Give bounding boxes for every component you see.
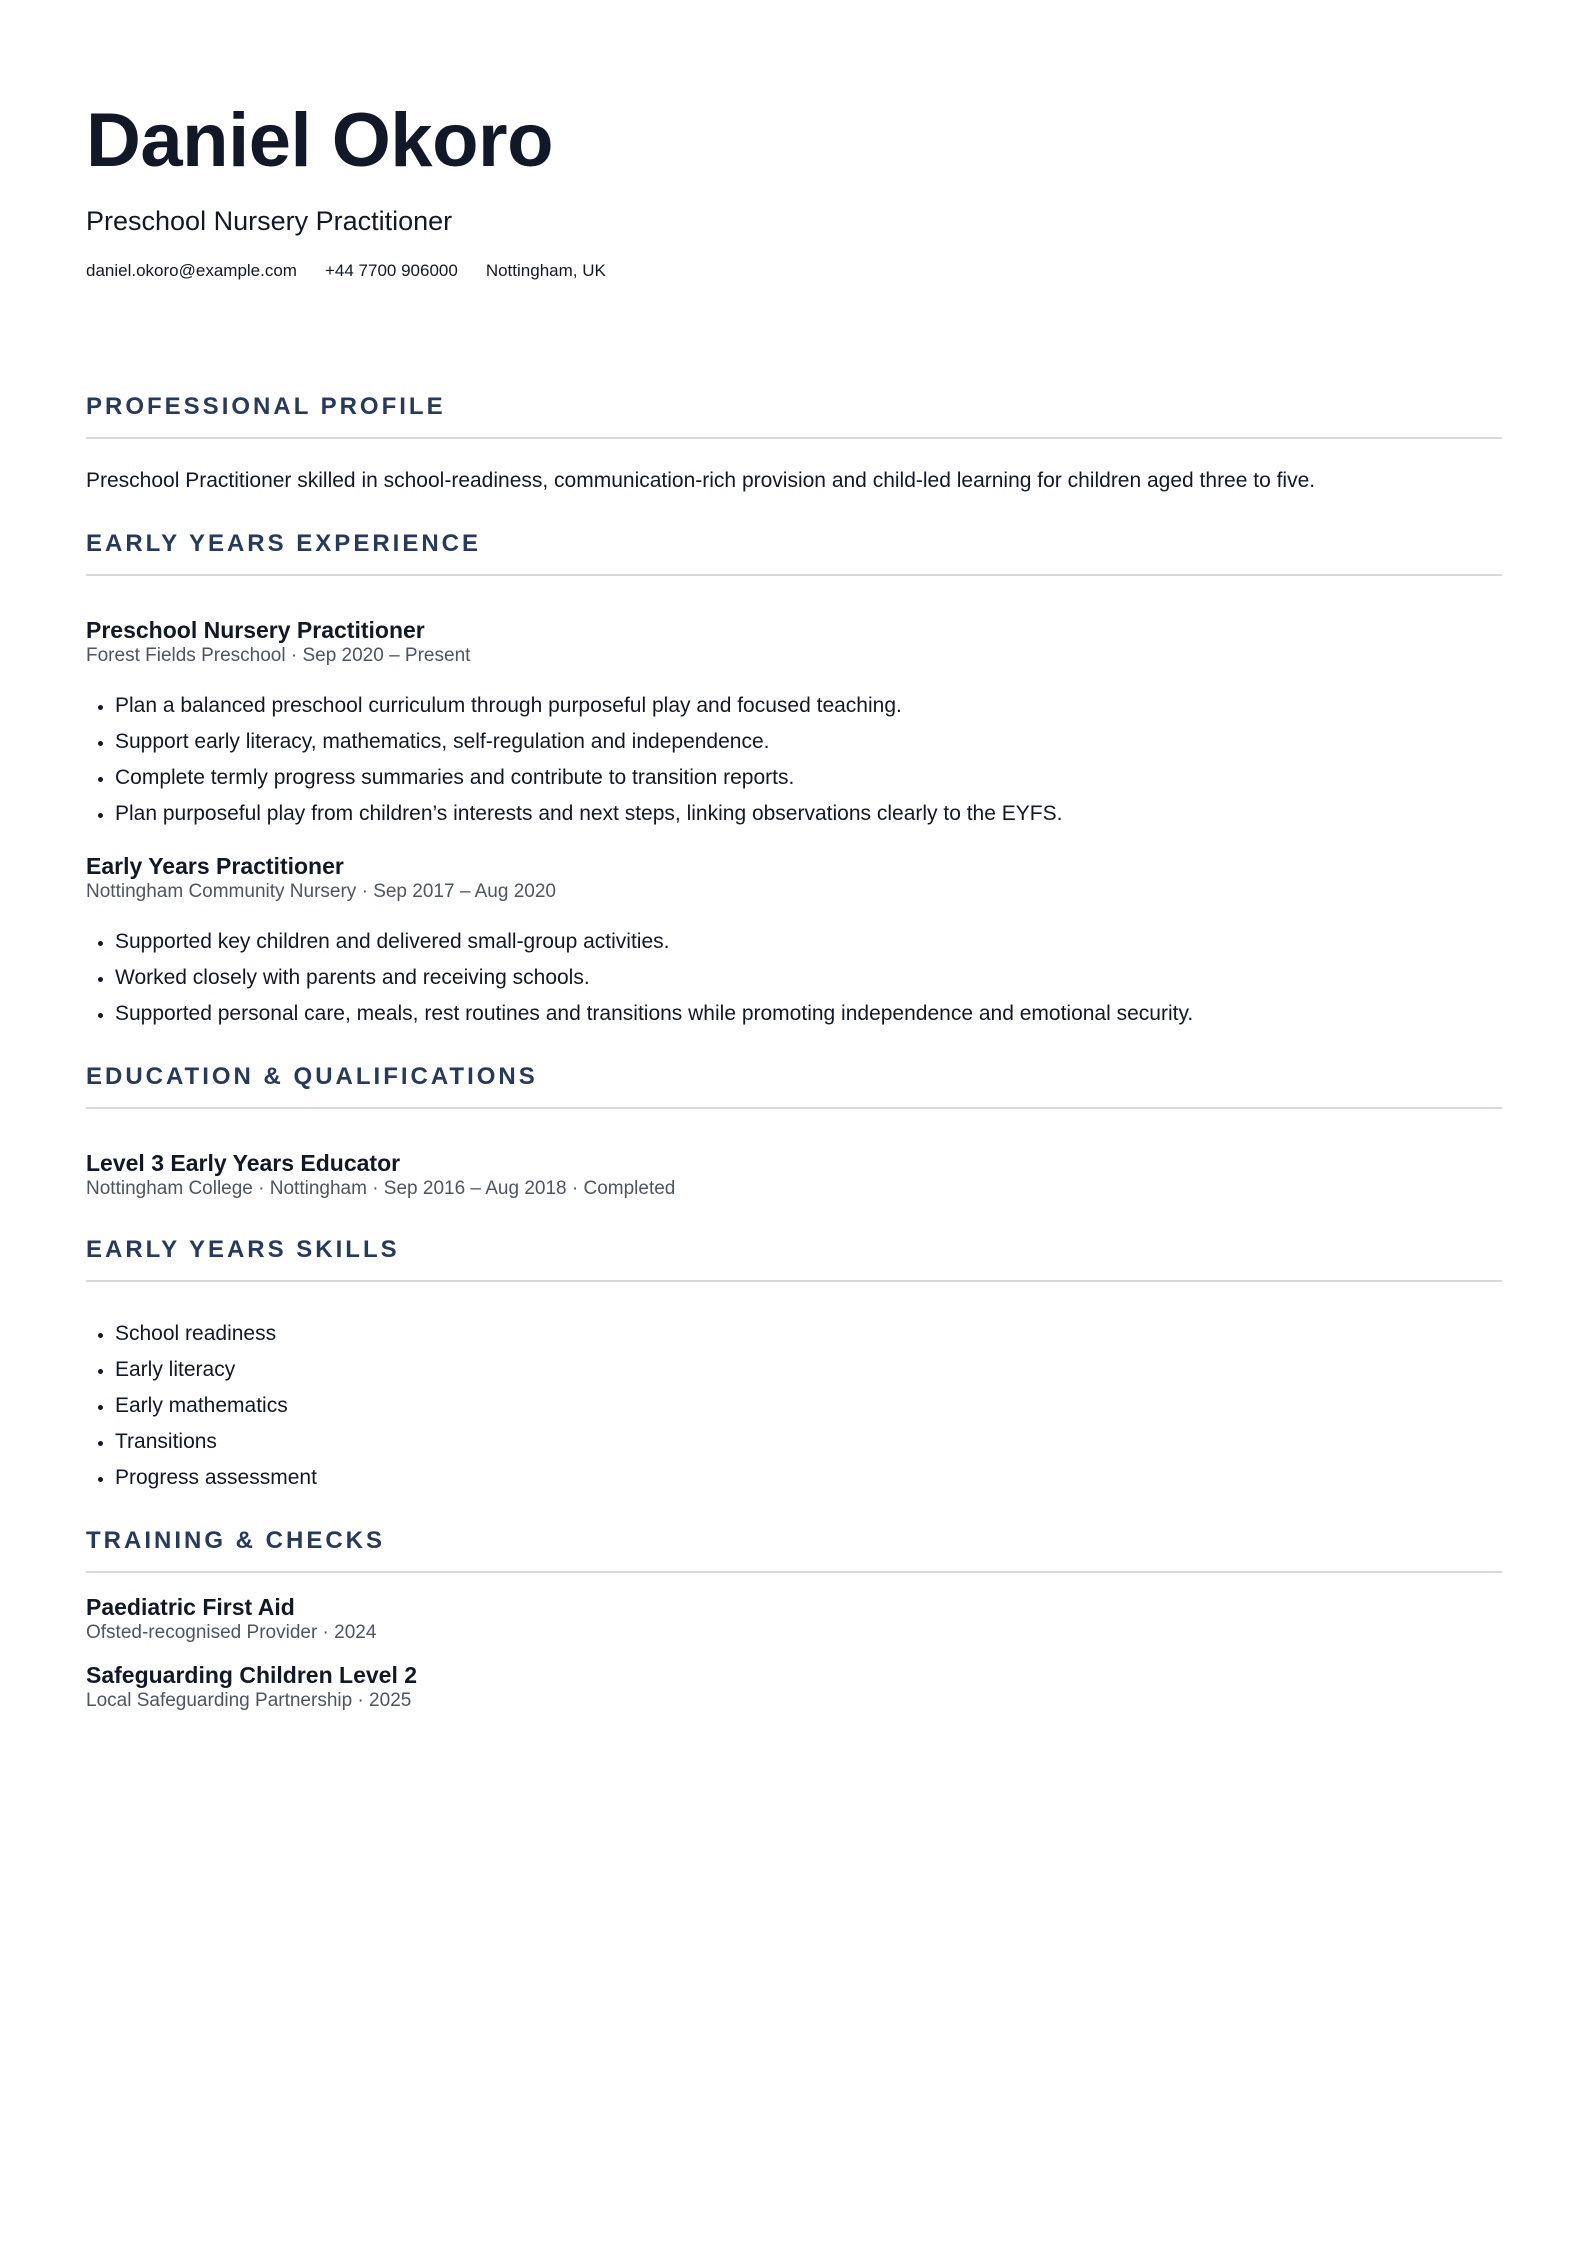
job-meta: Forest Fields Preschool · Sep 2020 – Present bbox=[86, 645, 471, 666]
contact-phone: +44 7700 906000 bbox=[324, 261, 458, 280]
list-item: • Worked closely with parents and receiving schools. bbox=[115, 960, 1502, 996]
training-meta: Local Safeguarding Partnership · 2025 bbox=[86, 1690, 412, 1711]
experience-section bbox=[86, 529, 1502, 1032]
qualification-title: Level 3 Early Years Educator bbox=[86, 1150, 401, 1176]
job-entry bbox=[86, 616, 1502, 832]
training-title: Safeguarding Children Level 2 bbox=[86, 1662, 418, 1688]
job-bullets bbox=[86, 688, 1502, 832]
list-item: • School readiness bbox=[115, 1316, 1502, 1352]
education-entry bbox=[86, 1149, 1502, 1201]
candidate-name: Daniel Okoro bbox=[86, 98, 553, 183]
list-item: • Supported key children and delivered small-group activities. bbox=[115, 924, 1502, 960]
profile-summary: Preschool Practitioner skilled in school-readiness, communication-rich provision and child-led learning for children aged three to five. bbox=[86, 469, 1316, 492]
training-entry bbox=[86, 1593, 1502, 1645]
section-heading: PROFESSIONAL PROFILE bbox=[86, 393, 446, 420]
job-title: Preschool Nursery Practitioner bbox=[86, 617, 425, 643]
section-divider bbox=[86, 1280, 1502, 1282]
section-heading: TRAINING & CHECKS bbox=[86, 1527, 386, 1554]
training-entry bbox=[86, 1661, 1502, 1713]
candidate-title: Preschool Nursery Practitioner bbox=[86, 206, 453, 236]
list-item: • Plan a balanced preschool curriculum through purposeful play and focused teaching. bbox=[115, 688, 1502, 724]
contact-email: daniel.okoro@example.com bbox=[86, 261, 297, 280]
profile-section bbox=[86, 392, 1502, 495]
training-section bbox=[86, 1526, 1502, 1713]
list-item: • Support early literacy, mathematics, self-regulation and independence. bbox=[115, 724, 1502, 760]
list-item: • Early literacy bbox=[115, 1352, 1502, 1388]
skills-list bbox=[86, 1316, 1502, 1496]
section-divider bbox=[86, 1571, 1502, 1573]
section-divider bbox=[86, 437, 1502, 439]
contact-location: Nottingham, UK bbox=[485, 261, 606, 280]
job-title: Early Years Practitioner bbox=[86, 853, 344, 879]
section-heading: EARLY YEARS EXPERIENCE bbox=[86, 530, 482, 557]
list-item: • Transitions bbox=[115, 1424, 1502, 1460]
section-divider bbox=[86, 574, 1502, 576]
job-entry bbox=[86, 852, 1502, 1032]
section-heading: EDUCATION & QUALIFICATIONS bbox=[86, 1063, 538, 1090]
list-item: • Plan purposeful play from children’s interests and next steps, linking observations clearly to the EYFS. bbox=[115, 796, 1502, 832]
qualification-meta: Nottingham College · Nottingham · Sep 2016 – Aug 2018 · Completed bbox=[86, 1178, 676, 1199]
list-item: • Supported personal care, meals, rest routines and transitions while promoting independence and emotional security. bbox=[115, 996, 1502, 1032]
job-meta: Nottingham Community Nursery · Sep 2017 – Aug 2020 bbox=[86, 881, 556, 902]
education-section bbox=[86, 1062, 1502, 1201]
list-item: • Progress assessment bbox=[115, 1460, 1502, 1496]
training-meta: Ofsted-recognised Provider · 2024 bbox=[86, 1622, 377, 1643]
section-heading: EARLY YEARS SKILLS bbox=[86, 1236, 400, 1263]
list-item: • Early mathematics bbox=[115, 1388, 1502, 1424]
training-title: Paediatric First Aid bbox=[86, 1594, 295, 1620]
section-divider bbox=[86, 1107, 1502, 1109]
skills-section bbox=[86, 1235, 1502, 1496]
contact-line bbox=[86, 260, 1502, 282]
list-item: • Complete termly progress summaries and contribute to transition reports. bbox=[115, 760, 1502, 796]
job-bullets bbox=[86, 924, 1502, 1032]
resume-header bbox=[86, 0, 1502, 282]
